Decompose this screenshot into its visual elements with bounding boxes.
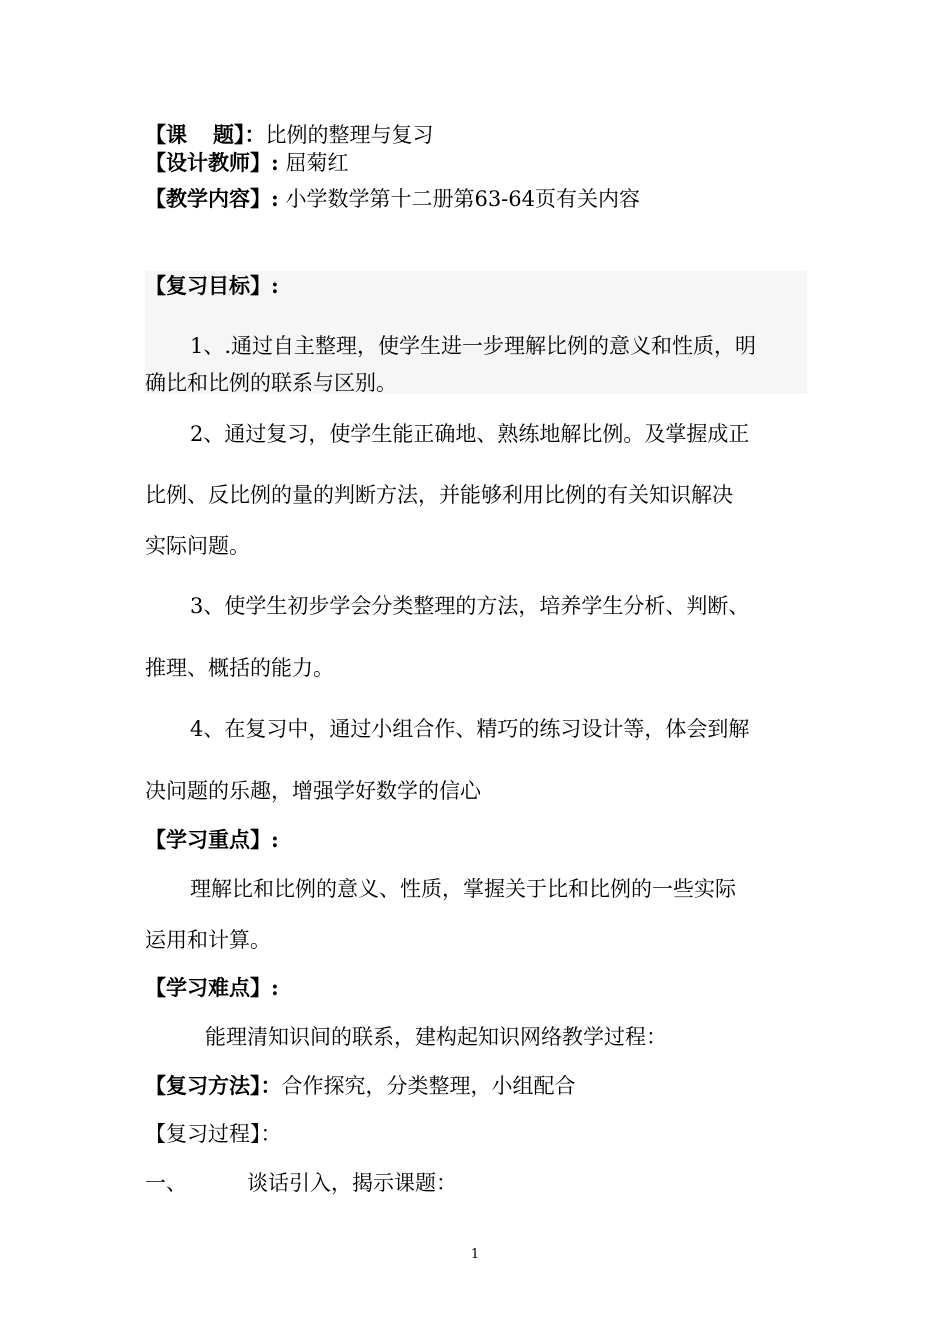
topic-line	[145, 121, 810, 149]
goals-heading: 【复习目标】:	[145, 273, 279, 298]
process-step-1-text: 谈话引入，揭示课题：	[247, 1171, 457, 1195]
topic-label: 【课	[145, 122, 187, 147]
goal-3-line-1: 3、使学生初步学会分类整理的方法，培养学生分析、判断、	[190, 594, 750, 618]
goal-2-line-3: 实际问题。	[145, 534, 250, 558]
content-label: 【教学内容】	[145, 186, 271, 211]
method-value: 合作探究，分类整理，小组配合	[281, 1074, 576, 1098]
goal-2-line-2: 比例、反比例的量的判断方法，并能够利用比例的有关知识解决	[145, 483, 733, 507]
teacher-line	[145, 149, 810, 177]
process-step-1-number: 一、	[145, 1171, 187, 1195]
topic-value: 比例的整理与复习	[265, 123, 434, 147]
method-line	[145, 1072, 810, 1100]
process-step-1	[145, 1169, 810, 1197]
goal-1-line-2: 确比和比例的联系与区别。	[145, 371, 397, 395]
key-points-heading: 【学习重点】:	[145, 827, 279, 852]
teacher-separator: :	[271, 150, 279, 175]
goal-4-line-1: 4、在复习中，通过小组合作、精巧的练习设计等，体会到解	[190, 717, 750, 741]
goal-3-line-2: 推理、概括的能力。	[145, 656, 334, 680]
topic-separator: ：	[244, 122, 266, 147]
goal-1-line-1: 1、.通过自主整理，使学生进一步理解比例的意义和性质，明	[190, 334, 757, 358]
goal-2-line-1: 2、通过复习，使学生能正确地、熟练地解比例。及掌握成正	[190, 422, 750, 446]
content-separator: :	[271, 186, 279, 211]
method-heading: 【复习方法】：	[145, 1073, 282, 1098]
process-heading: 【复习过程】：	[145, 1122, 282, 1146]
difficulties-heading: 【学习难点】:	[145, 975, 279, 1000]
goal-4-line-2: 决问题的乐趣，增强学好数学的信心	[145, 779, 481, 803]
page-number: 1	[470, 1247, 480, 1262]
teacher-value: 屈菊红	[285, 151, 349, 175]
content-value: 小学数学第十二册第63-64页有关内容	[285, 187, 640, 211]
content-line	[145, 185, 810, 213]
key-points-line-1: 理解比和比例的意义、性质，掌握关于比和比例的一些实际	[190, 877, 736, 901]
teacher-label: 【设计教师】	[145, 150, 271, 175]
difficulties-line-1: 能理清知识间的联系，建构起知识网络教学过程：	[205, 1025, 667, 1049]
key-points-line-2: 运用和计算。	[145, 928, 271, 952]
topic-label-end: 题】	[213, 122, 245, 147]
